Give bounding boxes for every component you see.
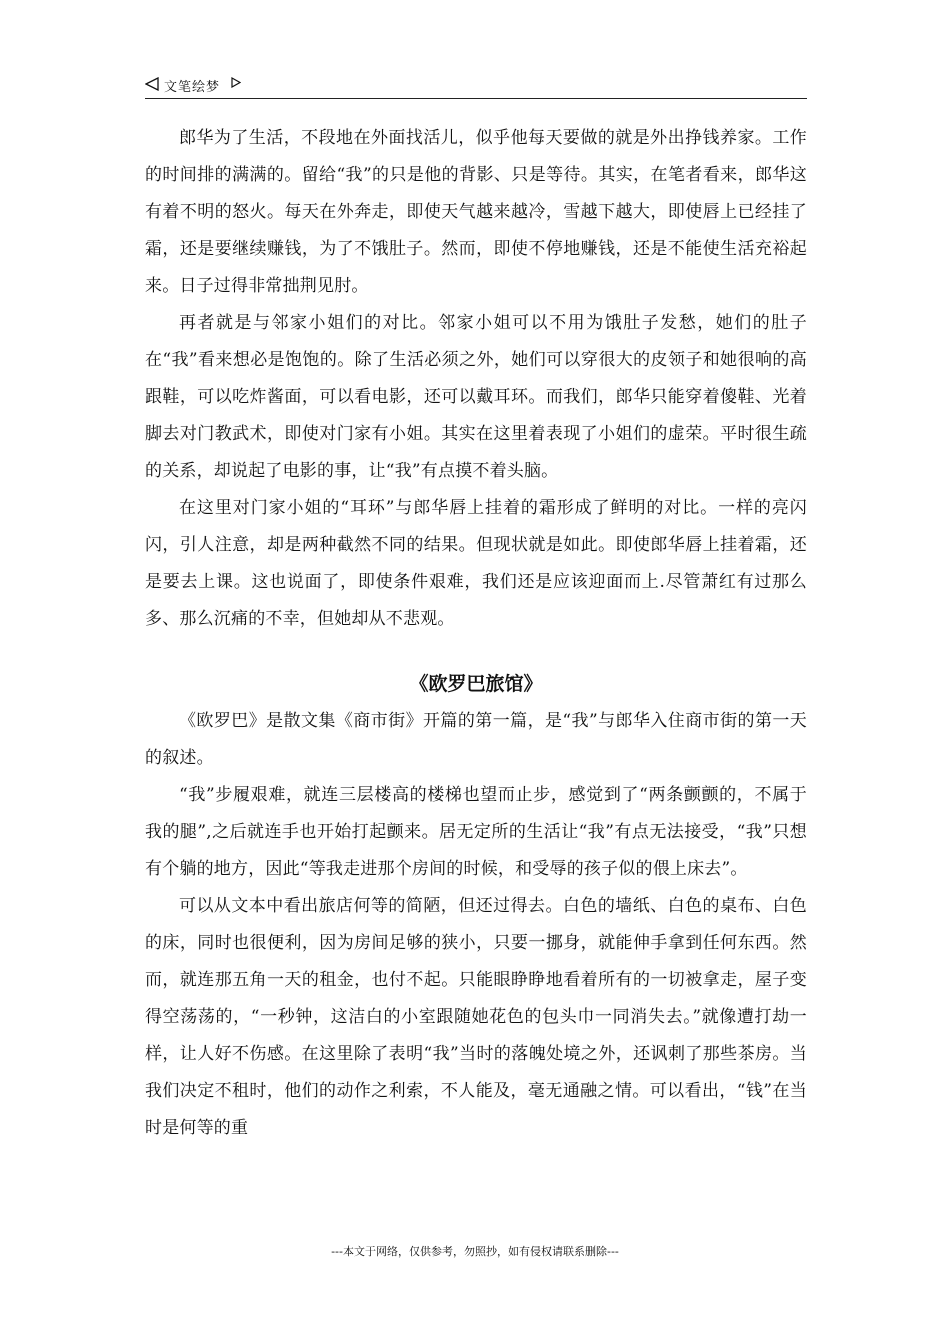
paragraph: 在这里对门家小姐的“耳环”与郎华唇上挂着的霜形成了鲜明的对比。一样的亮闪闪，引人注意，却是两种截然不同的结果。但现状就是如此。即使郎华唇上挂着霜，还是要去上课。这也说面了，即使条件艰难，我们还是应该迎面而上.尽管萧红有过那么多、那么沉痛的不幸，但她却从不悲观。 [145,498,807,629]
document-body [145,120,807,1147]
triangle-right-icon [231,77,241,88]
triangle-left-icon [145,77,159,91]
paragraph: 郎华为了生活，不段地在外面找活儿，似乎他每天要做的就是外出挣钱养家。工作的时间排的满满的。留给“我”的只是他的背影、只是等待。其实，在笔者看来，郎华这有着不明的怒火。每天在外奔走，即使天气越来越冷，雪越下越大，即使唇上已经挂了霜，还是要继续赚钱，为了不饿肚子。然而，即使不停地赚钱，还是不能使生活充裕起来。日子过得非常拙荆见肘。 [145,128,807,296]
paragraph: 再者就是与邻家小姐们的对比。邻家小姐可以不用为饿肚子发愁，她们的肚子在“我”看来想必是饱饱的。除了生活必须之外，她们可以穿很大的皮领子和她很响的高跟鞋，可以吃炸酱面，可以看电影，还可以戴耳环。而我们，郎华只能穿着傻鞋、光着脚去对门教武术，即使对门家有小姐。其实在这里着表现了小姐们的虚荣。平时很生疏的关系，却说起了电影的事，让“我”有点摸不着头脑。 [145,313,807,481]
section-title: 《欧罗巴旅馆》 [409,673,543,695]
header-title: 文笔绘梦 [164,80,221,95]
paragraph: “我”步履艰难，就连三层楼高的楼梯也望而止步，感觉到了“两条颤颤的，不属于我的腿”,之后就连手也开始打起颤来。居无定所的生活让“我”有点无法接受，“我”只想有个躺的地方，因此“等我走进那个房间的时候，和受辱的孩子似的偎上床去”。 [145,785,807,879]
paragraph: 可以从文本中看出旅店何等的简陋，但还过得去。白色的墙纸、白色的桌布、白色的床，同时也很便利，因为房间足够的狭小，只要一挪身，就能伸手拿到任何东西。然而，就连那五角一天的租金，也付不起。只能眼睁睁地看着所有的一切被拿走，屋子变得空荡荡的，“一秒钟，这洁白的小室跟随她花色的包头巾一同消失去。”就像遭打劫一样，让人好不伤感。在这里除了表明“我”当时的落魄处境之外，还讽刺了那些茶房。当我们决定不租时，他们的动作之利索，不人能及，毫无通融之情。可以看出，“钱”在当时是何等的重 [145,896,807,1138]
footer-notice: ---本文于网络，仅供参考，勿照抄，如有侵权请联系删除--- [331,1245,619,1258]
paragraph: 《欧罗巴》是散文集《商市街》开篇的第一篇，是“我”与郎华入住商市街的第一天的叙述。 [145,711,807,768]
page-header [145,74,807,99]
